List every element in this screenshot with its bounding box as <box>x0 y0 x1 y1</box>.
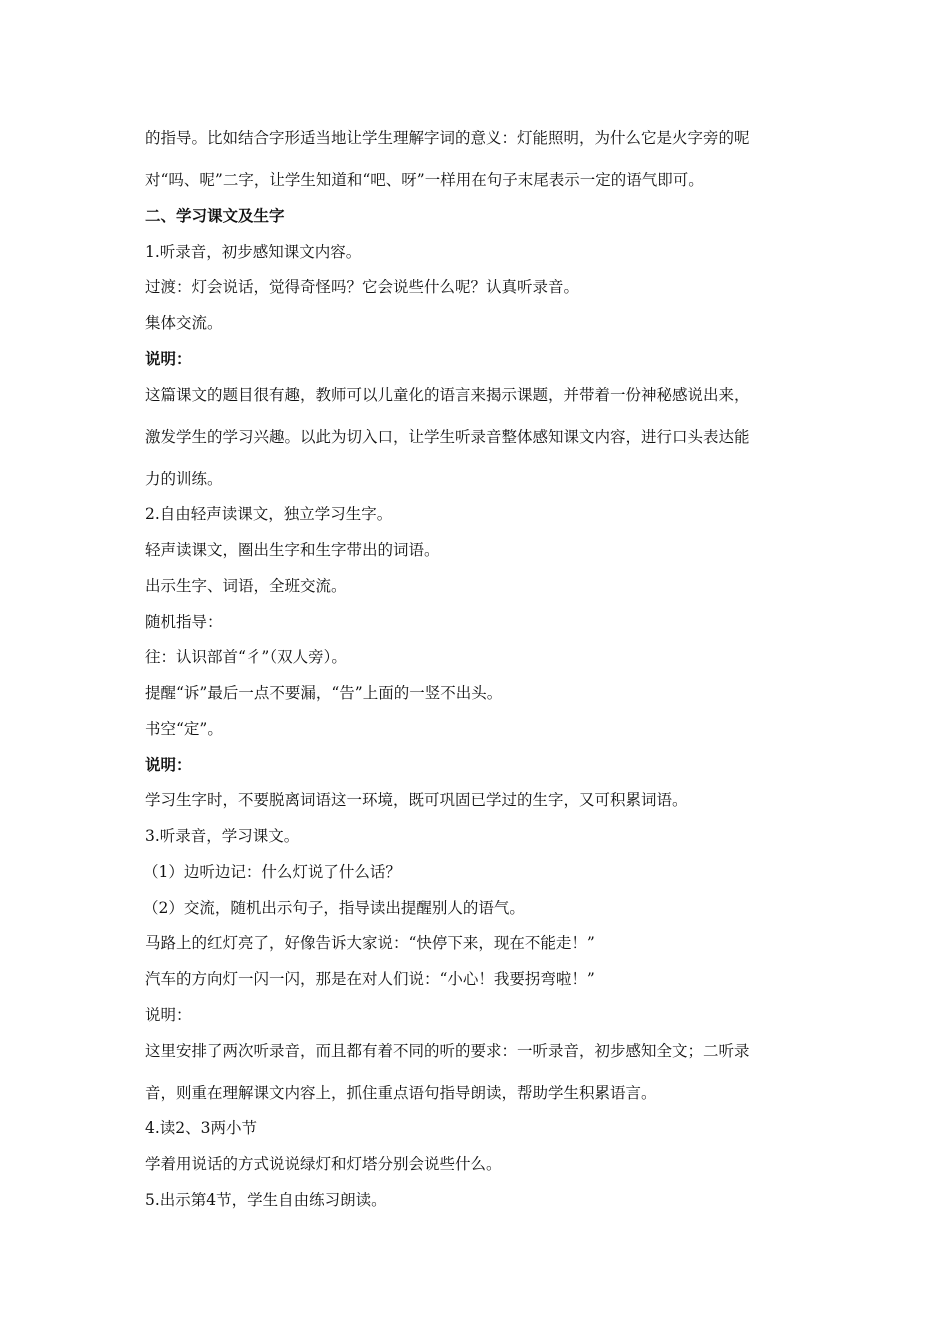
paragraph-line: 2.自由轻声读课文，独立学习生字。 <box>145 505 393 523</box>
paragraph-line: 汽车的方向灯一闪一闪，那是在对人们说：“小心！我要拐弯啦！” <box>145 970 595 988</box>
paragraph-line: 提醒“诉”最后一点不要漏，“告”上面的一竖不出头。 <box>145 684 503 702</box>
paragraph-line: 1.听录音，初步感知课文内容。 <box>145 243 362 261</box>
paragraph-line: 3.听录音，学习课文。 <box>145 827 300 845</box>
paragraph-line: 对“吗、呢”二字，让学生知道和“吧、呀”一样用在句子末尾表示一定的语气即可。 <box>145 171 704 189</box>
paragraph-line: 往：认识部首“彳”（双人旁）。 <box>145 648 347 666</box>
section-heading: 二、学习课文及生字 <box>145 207 285 225</box>
paragraph-line: 这里安排了两次听录音，而且都有着不同的听的要求：一听录音，初步感知全文；二听录 <box>145 1042 750 1060</box>
paragraph-line: 学习生字时，不要脱离词语这一环境，既可巩固已学过的生字，又可积累词语。 <box>145 791 688 809</box>
paragraph-line: 5.出示第4节，学生自由练习朗读。 <box>145 1191 387 1209</box>
note-heading: 说明： <box>145 756 192 774</box>
note-heading: 说明： <box>145 350 192 368</box>
paragraph-line: 4.读2、3两小节 <box>145 1119 258 1137</box>
paragraph-line: 马路上的红灯亮了，好像告诉大家说：“快停下来，现在不能走！” <box>145 934 595 952</box>
paragraph-line: （2）交流，随机出示句子，指导读出提醒别人的语气。 <box>143 899 525 917</box>
paragraph-line: 出示生字、词语，全班交流。 <box>145 577 347 595</box>
paragraph-line: 力的训练。 <box>145 470 223 488</box>
paragraph-line: 过渡：灯会说话，觉得奇怪吗？它会说些什么呢？认真听录音。 <box>145 278 580 296</box>
paragraph-line: 音，则重在理解课文内容上，抓住重点语句指导朗读，帮助学生积累语言。 <box>145 1084 657 1102</box>
paragraph-line: 这篇课文的题目很有趣，教师可以儿童化的语言来揭示课题，并带着一份神秘感说出来， <box>145 386 750 404</box>
paragraph-line: （1）边听边记：什么灯说了什么话？ <box>143 863 401 881</box>
paragraph-line: 书空“定”。 <box>145 720 223 738</box>
paragraph-line: 激发学生的学习兴趣。以此为切入口，让学生听录音整体感知课文内容，进行口头表达能 <box>145 428 750 446</box>
paragraph-line: 轻声读课文，圈出生字和生字带出的词语。 <box>145 541 440 559</box>
paragraph-line: 集体交流。 <box>145 314 223 332</box>
paragraph-line: 的指导。比如结合字形适当地让学生理解字词的意义：灯能照明，为什么它是火字旁的呢 <box>145 129 750 147</box>
paragraph-line: 随机指导： <box>145 613 223 631</box>
paragraph-line: 说明： <box>145 1006 192 1024</box>
paragraph-line: 学着用说话的方式说说绿灯和灯塔分别会说些什么。 <box>145 1155 502 1173</box>
